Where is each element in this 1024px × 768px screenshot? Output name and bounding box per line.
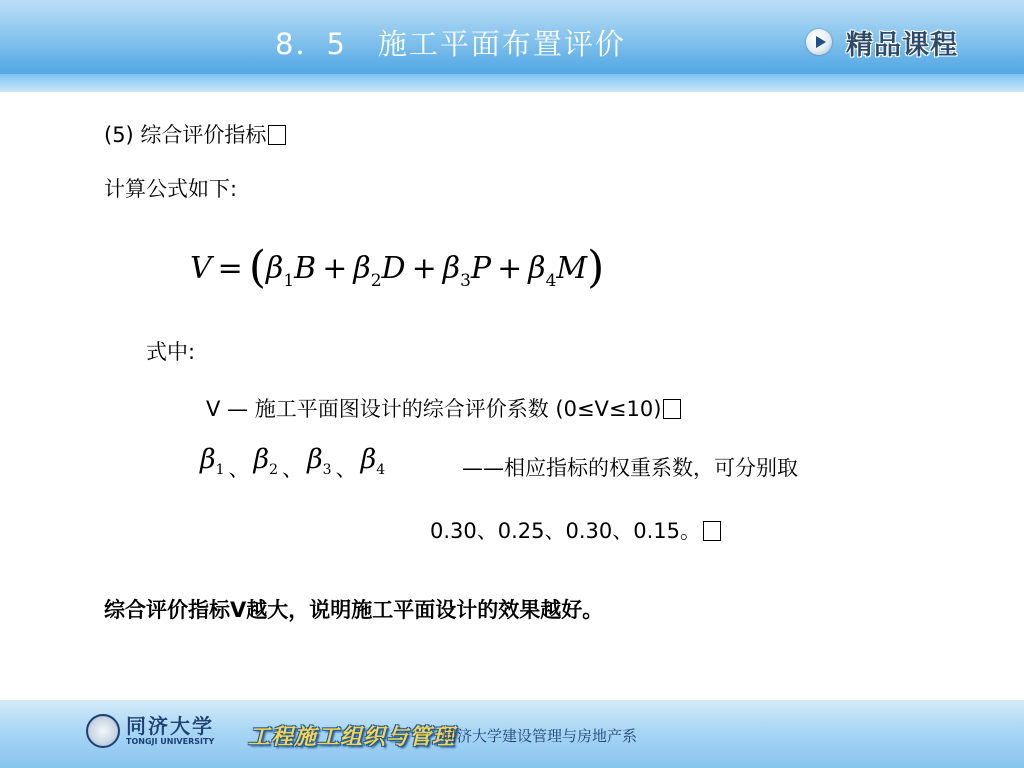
formula-equals: = — [217, 251, 243, 286]
v-definition-text: V — 施工平面图设计的综合评价系数 (0≤V≤10) — [206, 397, 662, 421]
course-name: 工程施工组织与管理 — [248, 725, 456, 750]
formula-sub-3: 3 — [460, 271, 471, 291]
formula-var-b: B — [294, 251, 317, 286]
formula-open-paren: ( — [248, 242, 266, 293]
formula-sub-1: 1 — [283, 271, 295, 291]
beta-symbol-2: $\beta_2$ — [253, 444, 279, 478]
beta-symbol-3: $\beta_3$ — [307, 444, 332, 478]
formula-sub-4: 4 — [545, 271, 557, 291]
university-name — [126, 715, 214, 747]
section-heading-text: (5) 综合评价指标 — [104, 123, 267, 147]
slide-title: 8．5 施工平面布置评价 — [275, 27, 626, 61]
weight-values — [430, 518, 721, 544]
header-divider — [0, 74, 1024, 92]
formula-beta-3: β — [442, 251, 461, 286]
where-label: 式中: — [146, 340, 196, 364]
play-icon — [806, 29, 832, 55]
beta-description: ——相应指标的权重系数，可分别取 — [462, 456, 798, 480]
slide-header — [0, 0, 1024, 92]
formula-var-p: P — [470, 251, 492, 286]
formula-beta-4: β — [528, 251, 546, 286]
formula — [190, 243, 604, 306]
beta-symbol-1: $\beta_1$ — [200, 444, 225, 478]
v-definition — [206, 396, 681, 422]
university-name-cn: 同济大学 — [126, 714, 214, 738]
university-logo — [86, 714, 214, 748]
beta-symbol-4: $\beta_4$ — [360, 444, 386, 478]
quality-course-logo — [806, 26, 958, 61]
formula-beta-1: β — [265, 251, 284, 286]
logo-text: 精品课程 — [846, 29, 958, 61]
placeholder-box — [703, 521, 721, 541]
formula-plus-1: + — [322, 251, 348, 286]
beta-separator: 、 — [282, 457, 304, 481]
beta-separator: 、 — [335, 457, 357, 481]
formula-var-d: D — [381, 251, 406, 286]
formula-beta-2: β — [353, 251, 371, 286]
slide-footer — [0, 700, 1024, 768]
weight-values-text: 0.30、0.25、0.30、0.15。 — [430, 519, 702, 543]
formula-plus-3: + — [497, 251, 523, 286]
formula-plus-2: + — [411, 251, 437, 286]
formula-var-m: M — [556, 251, 588, 286]
conclusion-text: 综合评价指标V越大，说明施工平面设计的效果越好。 — [104, 598, 604, 622]
university-emblem-icon — [86, 714, 120, 748]
beta-symbols — [200, 442, 385, 488]
intro-text: 计算公式如下: — [104, 177, 238, 201]
placeholder-box — [663, 399, 681, 419]
beta-separator: 、 — [228, 457, 250, 481]
department-name: 同济大学建设管理与房地产系 — [442, 727, 638, 745]
formula-sub-2: 2 — [370, 271, 382, 291]
formula-lhs: V — [190, 251, 212, 286]
placeholder-box — [268, 125, 286, 145]
section-heading — [104, 122, 286, 148]
formula-close-paren: ) — [587, 242, 605, 293]
university-name-en: TONGJI UNIVERSITY — [126, 737, 215, 746]
